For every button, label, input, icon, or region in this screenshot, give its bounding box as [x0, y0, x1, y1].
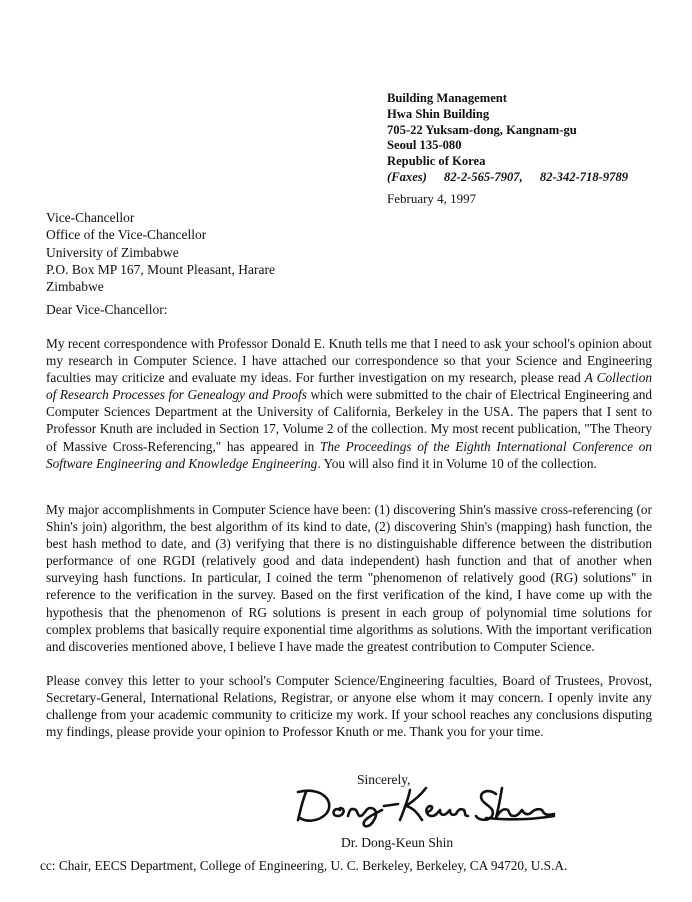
- salutation: Dear Vice-Chancellor:: [46, 302, 168, 317]
- recipient-line: P.O. Box MP 167, Mount Pleasant, Harare: [46, 261, 275, 277]
- letter-date: February 4, 1997: [387, 191, 477, 206]
- journal-title: The Proceedings of the Eighth International Conference on Software Engineering and Knowledge Engineering: [46, 438, 652, 471]
- sender-fax-line: [387, 170, 642, 186]
- sender-line: 705-22 Yuksam-dong, Kangnam-gu: [387, 122, 577, 137]
- body-paragraph-1: [46, 335, 652, 472]
- recipient-line: Office of the Vice-Chancellor: [46, 227, 207, 243]
- body-paragraph-3: Please convey this letter to your school's Computer Science/Engineering faculties, Board of Trustees, Provost, Secretary-General, International Relations, Registrar, or anyone else whom it may concern. I openly invite any challenge from your academic community to criticize my work. If your school reaches any conclusions disputing my findings, please provide your opinion to Professor Knuth or me. Thank you for your time.: [46, 673, 652, 740]
- body-paragraph-2: My major accomplishments in Computer Science have been: (1) discovering Shin's massive cross-referencing (or Shin's join) algorithm, the best algorithm of its kind to date, (2) discovering Shin's (mapping) hash function, the best hash method to date, and (3) verifying that there is no distinguishable difference between the distribution performance of one RGDI (relatively good and data independent) hash function and that of another when surveying hash functions. In particular, I coined the term "phenomenon of relatively good (RG) solutions" in reference to the verification in the survey. Based on the first verification of the kind, I have come up with the hypothesis that the phenomenon of RG solutions is present in each group of polynomial time solutions for complex problems that basically require exponential time algorithms as solutions. With the important verification and discoveries mentioned above, I believe I have made the greatest contribution to Computer Science.: [46, 502, 652, 654]
- handwritten-signature: [292, 780, 562, 830]
- recipient-line: Zimbabwe: [46, 279, 104, 295]
- sender-line: Hwa Shin Building: [387, 106, 490, 121]
- fax-number-2: 82-342-718-9789: [539, 169, 629, 184]
- recipient-line: University of Zimbabwe: [46, 244, 179, 260]
- sender-line: Republic of Korea: [387, 154, 486, 169]
- recipient-address-block: [46, 209, 275, 295]
- recipient-line: Vice-Chancellor: [46, 210, 135, 225]
- p1-text-3: . You will also find it in Volume 10 of the collection.: [317, 455, 597, 471]
- closing: Sincerely,: [357, 772, 411, 787]
- fax-label: (Faxes): [387, 169, 427, 184]
- sender-address-block: [387, 91, 642, 186]
- p1-text-2: which were submitted to the chair of Electrical Engineering and Computer Sciences Department at the University of California, Berkeley in the USA. The papers that I sent to Professor Knuth are included in Section 17, Volume 2 of the collection. My most recent publication, "The Theory of Massive Cross-Referencing," has appeared in: [46, 387, 652, 454]
- signer-name: Dr. Dong-Keun Shin: [341, 835, 454, 850]
- sender-line: Building Management: [387, 91, 508, 105]
- fax-number-1: 82-2-565-7907,: [444, 169, 523, 184]
- sender-line: Seoul 135-080: [387, 138, 462, 153]
- cc-line: cc: Chair, EECS Department, College of Engineering, U. C. Berkeley, Berkeley, CA 94720, U.S.A.: [40, 858, 568, 873]
- p1-text-1: My recent correspondence with Professor Donald E. Knuth tells me that I need to ask your school's opinion about my research in Computer Science. I have attached our correspondence so that your Science and Engineering faculties may criticize and evaluate my ideas. For further investigation on my research, please read: [46, 336, 652, 386]
- book-title: A Collection of Research Processes for Genealogy and Proofs: [46, 370, 652, 403]
